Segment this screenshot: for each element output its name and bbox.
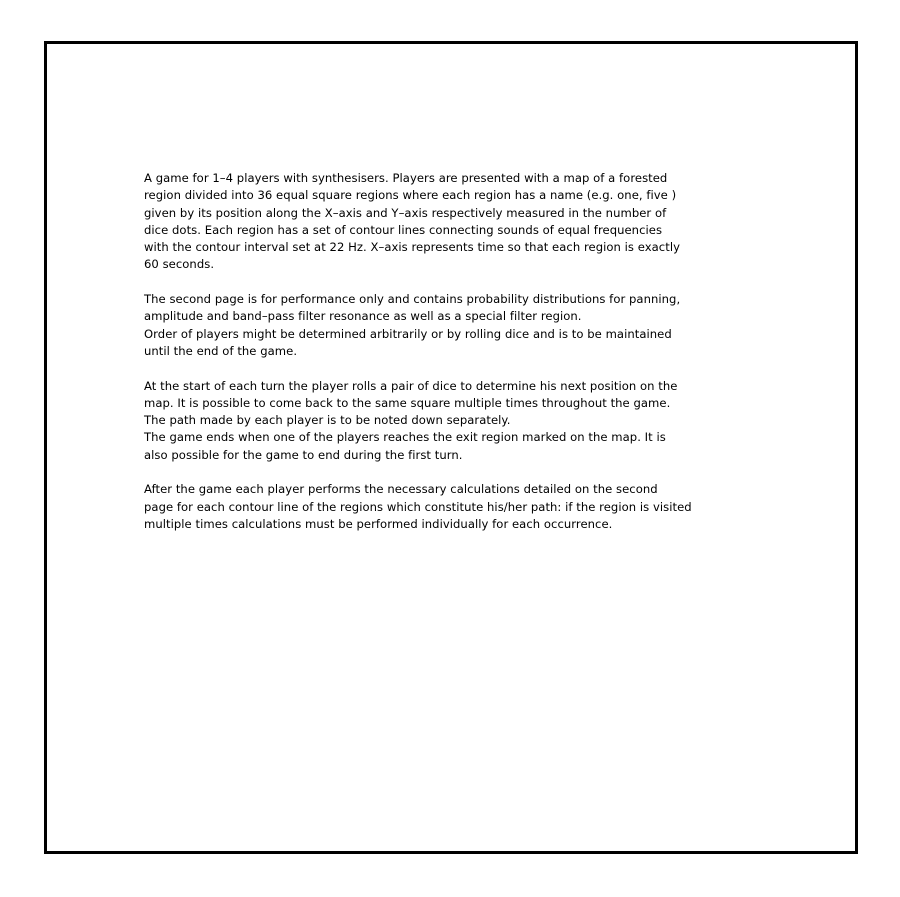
text-line: region divided into 36 equal square regions where each region has a name (e.g. one, five ) <box>144 188 677 203</box>
text-line: The second page is for performance only and contains probability distributions for panning, <box>144 292 681 307</box>
text-line: dice dots. Each region has a set of contour lines connecting sounds of equal frequencies <box>144 222 663 237</box>
text-line: with the contour interval set at 22 Hz. X–axis represents time so that each region is exactly <box>144 240 680 255</box>
text-line: The path made by each player is to be noted down separately. <box>144 413 511 428</box>
paragraph-turns <box>144 378 744 464</box>
paragraph-second-page <box>144 291 744 360</box>
text-line: map. It is possible to come back to the same square multiple times throughout the game. <box>144 395 671 410</box>
text-line: A game for 1–4 players with synthesisers. Players are presented with a map of a forested <box>144 171 668 185</box>
text-line: given by its position along the X–axis and Y–axis respectively measured in the number of <box>144 205 667 220</box>
text-line: After the game each player performs the necessary calculations detailed on the second <box>144 482 658 497</box>
text-line: multiple times calculations must be performed individually for each occurrence. <box>144 516 613 531</box>
paragraph-intro <box>144 170 744 274</box>
paragraph-after-game <box>144 481 744 533</box>
text-line: The game ends when one of the players reaches the exit region marked on the map. It is <box>144 430 666 445</box>
text-line: until the end of the game. <box>144 343 298 358</box>
text-line: also possible for the game to end during the first turn. <box>144 447 463 462</box>
text-line: Order of players might be determined arbitrarily or by rolling dice and is to be maintained <box>144 326 672 341</box>
text-line: page for each contour line of the regions which constitute his/her path: if the region is visited <box>144 499 692 514</box>
instructions-text <box>144 170 744 551</box>
text-line: At the start of each turn the player rolls a pair of dice to determine his next position on the <box>144 378 678 393</box>
text-line: amplitude and band–pass filter resonance as well as a special filter region. <box>144 309 582 324</box>
text-line: 60 seconds. <box>144 257 215 272</box>
